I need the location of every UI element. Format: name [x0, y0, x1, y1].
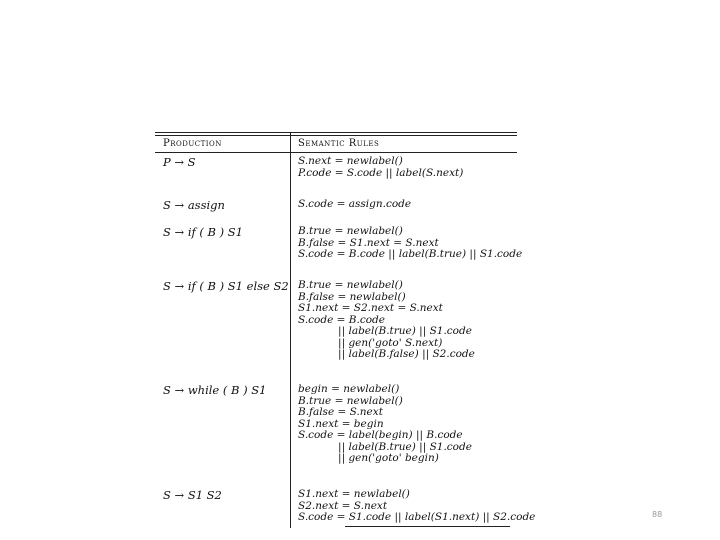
top-rule — [155, 132, 517, 133]
rule-line: S.code = assign.code — [298, 198, 412, 210]
rule-line: || label(B.false) || S2.code — [298, 348, 475, 360]
rule-line: begin = newlabel() — [298, 383, 400, 395]
rules-5 — [298, 489, 535, 524]
rule-line: B.true = newlabel() — [298, 279, 403, 291]
header-production: Production — [163, 138, 222, 149]
rules-4 — [298, 384, 472, 465]
column-divider — [290, 132, 291, 528]
production-1: S → assign — [163, 198, 225, 212]
rule-line: B.true = newlabel() — [298, 394, 403, 407]
rule-line: S2.next = S.next — [298, 499, 388, 512]
rule-line: B.false = newlabel() — [298, 290, 406, 303]
rule-line: S1.next = S2.next = S.next — [298, 302, 443, 314]
production-2: S → if ( B ) S1 — [163, 225, 244, 239]
rule-line: || gen('goto' begin) — [298, 452, 439, 464]
production-5: S → S1 S2 — [163, 488, 222, 502]
production-4: S → while ( B ) S1 — [163, 383, 267, 397]
top-rule-2 — [155, 135, 517, 136]
rule-line: S1.next = begin — [298, 417, 384, 430]
header-rule — [155, 152, 517, 153]
rules-0 — [298, 156, 463, 179]
rule-line: S.code = S1.code || label(S1.next) || S2.code — [298, 511, 536, 523]
header-semantic-rules: Semantic Rules — [298, 138, 380, 149]
rule-line: S.code = B.code || label(B.true) || S1.code — [298, 248, 523, 260]
rule-line: S.next = newlabel() — [298, 155, 403, 167]
rule-line: || gen('goto' S.next) — [298, 336, 443, 349]
rule-line: S.code = label(begin) || B.code — [298, 429, 463, 441]
rule-line: P.code = S.code || label(S.next) — [298, 166, 464, 179]
rule-line: B.true = newlabel() — [298, 225, 403, 237]
page-number: 88 — [652, 510, 663, 519]
rule-line: || label(B.true) || S1.code — [298, 440, 472, 453]
rule-line: B.false = S1.next = S.next — [298, 236, 439, 249]
production-3: S → if ( B ) S1 else S2 — [163, 279, 289, 293]
rules-3 — [298, 280, 475, 361]
production-0: P → S — [163, 155, 196, 169]
rules-1 — [298, 199, 411, 211]
rules-2 — [298, 226, 522, 261]
bottom-rule — [345, 526, 510, 527]
rule-line: B.false = S.next — [298, 406, 383, 418]
sdd-table — [155, 130, 536, 528]
rule-line: S.code = B.code — [298, 313, 385, 326]
rule-line: S1.next = newlabel() — [298, 488, 410, 500]
rule-line: || label(B.true) || S1.code — [298, 325, 472, 337]
